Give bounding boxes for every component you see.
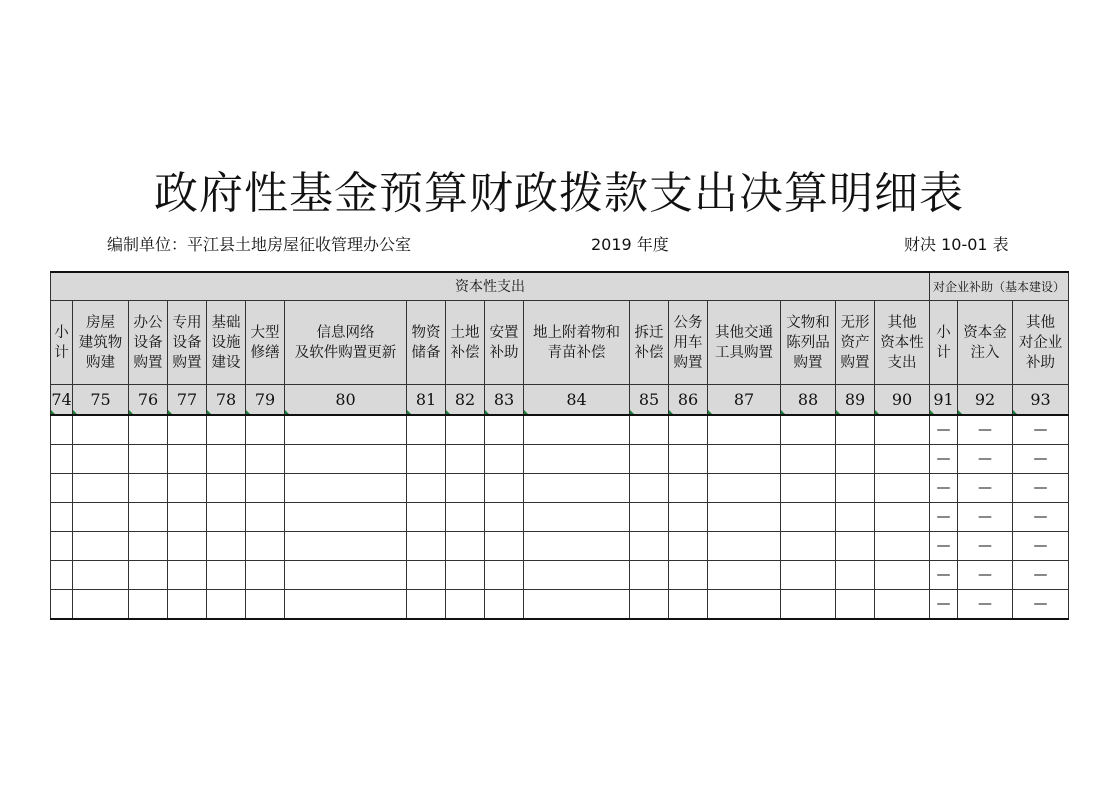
- empty-cell[interactable]: [836, 415, 875, 445]
- column-number: 78: [207, 385, 246, 416]
- table-row: [51, 415, 1069, 445]
- empty-cell[interactable]: [168, 561, 207, 590]
- empty-cell[interactable]: [669, 474, 708, 503]
- form-code: 财决 10-01 表: [904, 235, 1009, 254]
- column-number: 84: [524, 385, 630, 416]
- empty-cell[interactable]: [207, 415, 246, 445]
- empty-cell[interactable]: [485, 415, 524, 445]
- empty-cell[interactable]: [73, 474, 129, 503]
- empty-cell[interactable]: [285, 590, 407, 620]
- column-header: 专用 设备 购置: [168, 301, 207, 385]
- empty-cell[interactable]: [246, 474, 285, 503]
- dash-cell[interactable]: —: [1013, 590, 1069, 620]
- empty-cell[interactable]: [875, 445, 930, 474]
- empty-cell[interactable]: [781, 474, 836, 503]
- empty-cell[interactable]: [524, 503, 630, 532]
- column-header: 信息网络 及软件购置更新: [285, 301, 407, 385]
- empty-cell[interactable]: [446, 445, 485, 474]
- column-number: 91: [930, 385, 958, 416]
- empty-cell[interactable]: [129, 503, 168, 532]
- dash-cell[interactable]: —: [958, 532, 1013, 561]
- empty-cell[interactable]: [51, 532, 73, 561]
- empty-cell[interactable]: [708, 445, 781, 474]
- empty-cell[interactable]: [708, 474, 781, 503]
- dash-cell[interactable]: —: [958, 474, 1013, 503]
- column-number: 90: [875, 385, 930, 416]
- compiling-unit: 编制单位：平江县土地房屋征收管理办公室: [107, 235, 412, 254]
- column-number: 87: [708, 385, 781, 416]
- empty-cell[interactable]: [485, 532, 524, 561]
- empty-cell[interactable]: [407, 445, 446, 474]
- empty-cell[interactable]: [73, 415, 129, 445]
- column-header: 大型 修缮: [246, 301, 285, 385]
- empty-cell[interactable]: [168, 474, 207, 503]
- empty-cell[interactable]: [875, 590, 930, 620]
- empty-cell[interactable]: [129, 590, 168, 620]
- empty-cell[interactable]: [630, 561, 669, 590]
- empty-cell[interactable]: [407, 561, 446, 590]
- empty-cell[interactable]: [836, 590, 875, 620]
- empty-cell[interactable]: [73, 532, 129, 561]
- empty-cell[interactable]: [630, 532, 669, 561]
- empty-cell[interactable]: [246, 590, 285, 620]
- empty-cell[interactable]: [246, 415, 285, 445]
- empty-cell[interactable]: [836, 503, 875, 532]
- empty-cell[interactable]: [407, 415, 446, 445]
- column-header: 小 计: [930, 301, 958, 385]
- empty-cell[interactable]: [781, 503, 836, 532]
- empty-cell[interactable]: [407, 474, 446, 503]
- empty-cell[interactable]: [781, 532, 836, 561]
- dash-cell[interactable]: —: [958, 590, 1013, 620]
- empty-cell[interactable]: [168, 590, 207, 620]
- column-header: 其他 资本性 支出: [875, 301, 930, 385]
- empty-cell[interactable]: [407, 590, 446, 620]
- column-header: 无形 资产 购置: [836, 301, 875, 385]
- empty-cell[interactable]: [524, 561, 630, 590]
- empty-cell[interactable]: [524, 445, 630, 474]
- empty-cell[interactable]: [708, 561, 781, 590]
- empty-cell[interactable]: [446, 474, 485, 503]
- empty-cell[interactable]: [524, 415, 630, 445]
- empty-cell[interactable]: [875, 474, 930, 503]
- column-number-row: [51, 385, 1069, 416]
- column-number: 75: [73, 385, 129, 416]
- empty-cell[interactable]: [485, 445, 524, 474]
- group-header-row: [51, 272, 1069, 301]
- empty-cell[interactable]: [630, 503, 669, 532]
- column-header: 房屋 建筑物 购建: [73, 301, 129, 385]
- empty-cell[interactable]: [708, 415, 781, 445]
- empty-cell[interactable]: [129, 445, 168, 474]
- dash-cell[interactable]: —: [1013, 561, 1069, 590]
- empty-cell[interactable]: [836, 561, 875, 590]
- column-header: 基础 设施 建设: [207, 301, 246, 385]
- column-header: 其他 对企业 补助: [1013, 301, 1069, 385]
- empty-cell[interactable]: [73, 445, 129, 474]
- table-row: [51, 561, 1069, 590]
- dash-cell[interactable]: —: [1013, 503, 1069, 532]
- column-number: 86: [669, 385, 708, 416]
- column-header-row: [51, 301, 1069, 385]
- table-row: [51, 474, 1069, 503]
- column-header: 文物和 陈列品 购置: [781, 301, 836, 385]
- column-header: 资本金 注入: [958, 301, 1013, 385]
- page-title: 政府性基金预算财政拨款支出决算明细表: [154, 168, 964, 219]
- empty-cell[interactable]: [246, 532, 285, 561]
- column-header: 地上附着物和 青苗补偿: [524, 301, 630, 385]
- dash-cell[interactable]: —: [930, 415, 958, 445]
- empty-cell[interactable]: [875, 532, 930, 561]
- empty-cell[interactable]: [781, 415, 836, 445]
- empty-cell[interactable]: [446, 415, 485, 445]
- empty-cell[interactable]: [285, 532, 407, 561]
- dash-cell[interactable]: —: [930, 503, 958, 532]
- column-number: 83: [485, 385, 524, 416]
- empty-cell[interactable]: [708, 590, 781, 620]
- detail-table-container: [50, 271, 1069, 620]
- empty-cell[interactable]: [285, 415, 407, 445]
- empty-cell[interactable]: [207, 445, 246, 474]
- column-number: 81: [407, 385, 446, 416]
- column-number: 89: [836, 385, 875, 416]
- empty-cell[interactable]: [407, 503, 446, 532]
- column-header: 土地 补偿: [446, 301, 485, 385]
- empty-cell[interactable]: [669, 503, 708, 532]
- empty-cell[interactable]: [285, 503, 407, 532]
- column-number: 80: [285, 385, 407, 416]
- empty-cell[interactable]: [446, 532, 485, 561]
- empty-cell[interactable]: [207, 561, 246, 590]
- empty-cell[interactable]: [524, 590, 630, 620]
- column-number: 79: [246, 385, 285, 416]
- empty-cell[interactable]: [51, 590, 73, 620]
- empty-cell[interactable]: [285, 474, 407, 503]
- empty-cell[interactable]: [51, 503, 73, 532]
- empty-cell[interactable]: [73, 590, 129, 620]
- empty-cell[interactable]: [781, 561, 836, 590]
- empty-cell[interactable]: [207, 590, 246, 620]
- empty-cell[interactable]: [669, 532, 708, 561]
- empty-cell[interactable]: [524, 474, 630, 503]
- empty-cell[interactable]: [51, 445, 73, 474]
- empty-cell[interactable]: [73, 561, 129, 590]
- dash-cell[interactable]: —: [930, 561, 958, 590]
- empty-cell[interactable]: [246, 503, 285, 532]
- empty-cell[interactable]: [168, 445, 207, 474]
- empty-cell[interactable]: [485, 503, 524, 532]
- column-number: 76: [129, 385, 168, 416]
- empty-cell[interactable]: [875, 415, 930, 445]
- empty-cell[interactable]: [875, 561, 930, 590]
- empty-cell[interactable]: [669, 415, 708, 445]
- empty-cell[interactable]: [781, 445, 836, 474]
- dash-cell[interactable]: —: [958, 561, 1013, 590]
- column-number: 77: [168, 385, 207, 416]
- column-header: 物资 储备: [407, 301, 446, 385]
- empty-cell[interactable]: [168, 532, 207, 561]
- empty-cell[interactable]: [446, 561, 485, 590]
- empty-cell[interactable]: [630, 590, 669, 620]
- expenditure-detail-table: [50, 271, 1069, 620]
- empty-cell[interactable]: [630, 474, 669, 503]
- table-row: [51, 445, 1069, 474]
- column-header: 办公 设备 购置: [129, 301, 168, 385]
- empty-cell[interactable]: [446, 590, 485, 620]
- empty-cell[interactable]: [836, 532, 875, 561]
- empty-cell[interactable]: [246, 445, 285, 474]
- column-header: 公务 用车 购置: [669, 301, 708, 385]
- empty-cell[interactable]: [524, 532, 630, 561]
- empty-cell[interactable]: [129, 415, 168, 445]
- empty-cell[interactable]: [630, 445, 669, 474]
- column-number: 74: [51, 385, 73, 416]
- empty-cell[interactable]: [446, 503, 485, 532]
- column-header: 小 计: [51, 301, 73, 385]
- empty-cell[interactable]: [168, 503, 207, 532]
- column-number: 85: [630, 385, 669, 416]
- column-number: 92: [958, 385, 1013, 416]
- empty-cell[interactable]: [129, 474, 168, 503]
- dash-cell[interactable]: —: [958, 415, 1013, 445]
- empty-cell[interactable]: [285, 561, 407, 590]
- dash-cell[interactable]: —: [958, 503, 1013, 532]
- dash-cell[interactable]: —: [930, 590, 958, 620]
- empty-cell[interactable]: [246, 561, 285, 590]
- empty-cell[interactable]: [207, 503, 246, 532]
- enterprise-subsidy-group: 对企业补助（基本建设）: [930, 272, 1069, 301]
- column-number: 93: [1013, 385, 1069, 416]
- empty-cell[interactable]: [73, 503, 129, 532]
- empty-cell[interactable]: [51, 415, 73, 445]
- column-header: 安置 补助: [485, 301, 524, 385]
- column-number: 82: [446, 385, 485, 416]
- empty-cell[interactable]: [669, 590, 708, 620]
- dash-cell[interactable]: —: [930, 532, 958, 561]
- empty-cell[interactable]: [51, 474, 73, 503]
- table-row: [51, 532, 1069, 561]
- empty-cell[interactable]: [875, 503, 930, 532]
- column-header: 其他交通 工具购置: [708, 301, 781, 385]
- empty-cell[interactable]: [129, 561, 168, 590]
- empty-cell[interactable]: [285, 445, 407, 474]
- empty-cell[interactable]: [485, 474, 524, 503]
- empty-cell[interactable]: [207, 532, 246, 561]
- empty-cell[interactable]: [485, 590, 524, 620]
- empty-cell[interactable]: [708, 532, 781, 561]
- dash-cell[interactable]: —: [930, 474, 958, 503]
- column-number: 88: [781, 385, 836, 416]
- dash-cell[interactable]: —: [1013, 445, 1069, 474]
- dash-cell[interactable]: —: [930, 445, 958, 474]
- empty-cell[interactable]: [708, 503, 781, 532]
- empty-cell[interactable]: [407, 532, 446, 561]
- table-row: [51, 503, 1069, 532]
- empty-cell[interactable]: [485, 561, 524, 590]
- empty-cell[interactable]: [129, 532, 168, 561]
- dash-cell[interactable]: —: [958, 445, 1013, 474]
- capital-expenditure-group: 资本性支出: [51, 272, 930, 301]
- empty-cell[interactable]: [168, 415, 207, 445]
- dash-cell[interactable]: —: [1013, 532, 1069, 561]
- table-row: [51, 590, 1069, 620]
- empty-cell[interactable]: [207, 474, 246, 503]
- dash-cell[interactable]: —: [1013, 474, 1069, 503]
- fiscal-year: 2019 年度: [591, 235, 669, 254]
- empty-cell[interactable]: [669, 445, 708, 474]
- dash-cell[interactable]: —: [1013, 415, 1069, 445]
- column-header: 拆迁 补偿: [630, 301, 669, 385]
- empty-cell[interactable]: [781, 590, 836, 620]
- empty-cell[interactable]: [630, 415, 669, 445]
- empty-cell[interactable]: [836, 474, 875, 503]
- empty-cell[interactable]: [669, 561, 708, 590]
- empty-cell[interactable]: [836, 445, 875, 474]
- empty-cell[interactable]: [51, 561, 73, 590]
